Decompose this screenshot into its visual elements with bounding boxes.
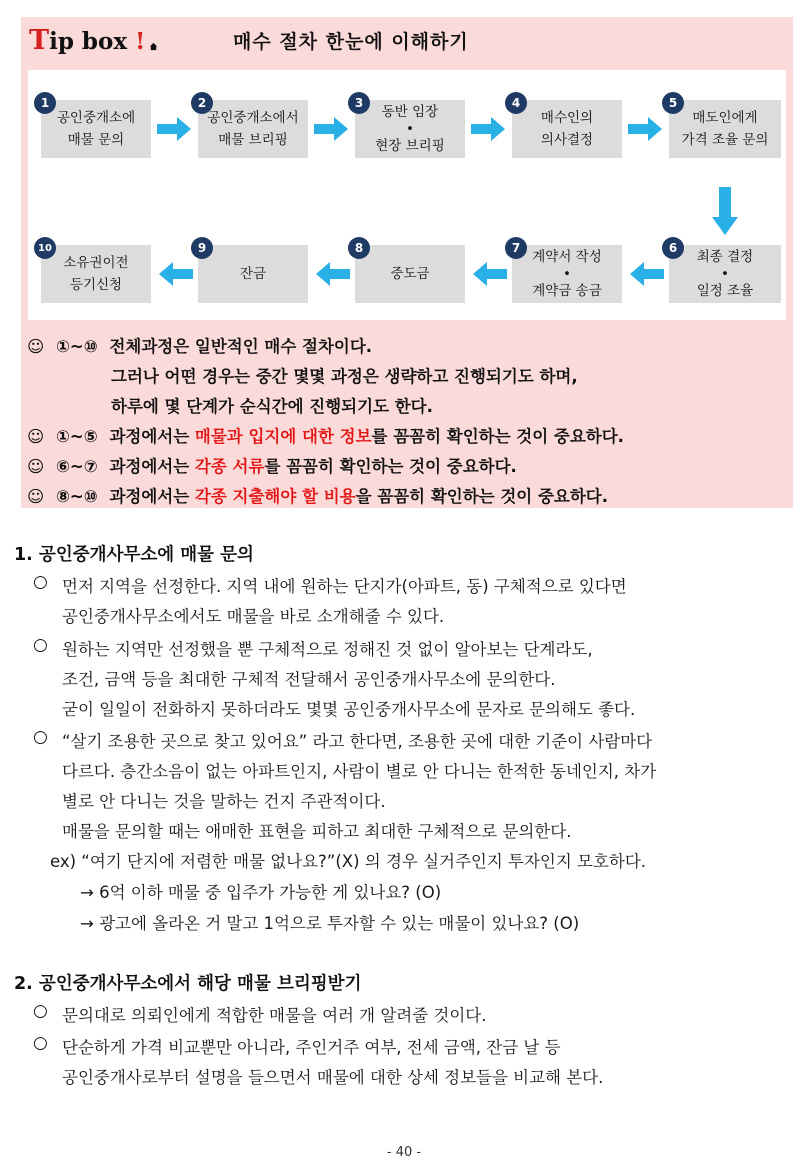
arrow-left-icon xyxy=(316,262,350,286)
step-7-badge: 7 xyxy=(505,237,527,259)
paragraph-line: 매물을 문의할 때는 애매한 표현을 피하고 최대한 구체적으로 문의한다. xyxy=(62,822,572,841)
step-1: 공인중개소에 매물 문의 xyxy=(41,100,151,158)
step-2: 공인중개소에서 매물 브리핑 xyxy=(198,100,308,158)
arrow-left-icon xyxy=(630,262,664,286)
bullet-icon: ○ xyxy=(33,635,48,655)
arrow-right-icon xyxy=(157,117,191,141)
paragraph-line: “살기 조용한 곳으로 찾고 있어요” 라고 한다면, 조용한 곳에 대한 기준이 사람마다 xyxy=(62,732,653,751)
paragraph-line: 공인중개사로부터 설명을 들으면서 매물에 대한 상세 정보들을 비교해 본다. xyxy=(62,1068,604,1087)
note-line: 하루에 몇 단계가 순식간에 진행되기도 한다. xyxy=(111,397,433,416)
smile-icon: ☺ xyxy=(27,457,45,476)
bullet-icon: ○ xyxy=(33,727,48,747)
paragraph-line: 문의대로 의뢰인에게 적합한 매물을 여러 개 알려줄 것이다. xyxy=(62,1006,487,1025)
process-flow xyxy=(28,70,786,320)
section-2-title: 2. 공인중개사무소에서 해당 매물 브리핑받기 xyxy=(14,974,362,994)
note-line: 그러나 어떤 경우는 중간 몇몇 과정은 생략하고 진행되기도 하며, xyxy=(111,367,578,386)
step-6: 최종 결정 • 일정 조율 xyxy=(669,245,781,303)
paragraph-line: 굳이 일일이 전화하지 못하더라도 몇몇 공인중개사무소에 문자로 문의해도 좋다. xyxy=(62,700,636,719)
smile-icon: ☺ xyxy=(27,337,45,356)
smile-icon: ☺ xyxy=(27,427,45,446)
paragraph-line: 다르다. 층간소음이 없는 아파트인지, 사람이 별로 안 다니는 한적한 동네인지, 차가 xyxy=(62,762,657,781)
house-icon xyxy=(149,42,158,51)
step-2-badge: 2 xyxy=(191,92,213,114)
example-line: ex) “여기 단지에 저렴한 매물 없나요?”(X) 의 경우 실거주인지 투자인지 모호하다. xyxy=(50,852,647,871)
paragraph-line: 먼저 지역을 선정한다. 지역 내에 원하는 단지가(아파트, 동) 구체적으로 있다면 xyxy=(62,577,627,596)
section-1-title: 1. 공인중개사무소에 매물 문의 xyxy=(14,545,254,565)
arrow-left-icon xyxy=(473,262,507,286)
arrow-right-icon xyxy=(314,117,348,141)
note-line: ☺ ⑧~⑩ 과정에서는 각종 지출해야 할 비용을 꼼꼼히 확인하는 것이 중요하다. xyxy=(27,487,609,506)
step-8-badge: 8 xyxy=(348,237,370,259)
bullet-icon: ○ xyxy=(33,572,48,592)
step-3-badge: 3 xyxy=(348,92,370,114)
tip-box-title: 매수 절차 한눈에 이해하기 xyxy=(233,31,469,53)
paragraph-line: 별로 안 다니는 것을 말하는 건지 주관적이다. xyxy=(62,792,386,811)
step-3: 동반 임장 • 현장 브리핑 xyxy=(355,100,465,158)
bullet-icon: ○ xyxy=(33,1001,48,1021)
tip-box xyxy=(21,17,793,508)
step-6-badge: 6 xyxy=(662,237,684,259)
step-7: 계약서 작성 • 계약금 송금 xyxy=(512,245,622,303)
example-answer-line: → 6억 이하 매물 중 입주가 가능한 게 있나요? (O) xyxy=(80,883,442,902)
step-9-badge: 9 xyxy=(191,237,213,259)
arrow-left-icon xyxy=(159,262,193,286)
arrow-right-icon xyxy=(471,117,505,141)
note-line: ☺ ①~⑤ 과정에서는 매물과 입지에 대한 정보를 꼼꼼히 확인하는 것이 중요하다. xyxy=(27,427,624,446)
step-10-badge: 10 xyxy=(34,237,56,259)
page-number: - 40 - xyxy=(386,1145,422,1160)
paragraph-line: 단순하게 가격 비교뿐만 아니라, 주인거주 여부, 전세 금액, 잔금 날 등 xyxy=(62,1038,561,1057)
note-line: ☺ ①~⑩ 전체과정은 일반적인 매수 절차이다. xyxy=(27,337,373,356)
step-8: 중도금 xyxy=(355,245,465,303)
example-answer-line: → 광고에 올라온 거 말고 1억으로 투자할 수 있는 매물이 있나요? (O) xyxy=(80,914,580,933)
step-1-badge: 1 xyxy=(34,92,56,114)
bullet-icon: ○ xyxy=(33,1033,48,1053)
step-9: 잔금 xyxy=(198,245,308,303)
note-line: ☺ ⑥~⑦ 과정에서는 각종 서류를 꼼꼼히 확인하는 것이 중요하다. xyxy=(27,457,517,476)
smile-icon: ☺ xyxy=(27,487,45,506)
step-5: 매도인에게 가격 조율 문의 xyxy=(669,100,781,158)
paragraph-line: 조건, 금액 등을 최대한 구체적 전달해서 공인중개사무소에 문의한다. xyxy=(62,670,556,689)
arrow-right-icon xyxy=(628,117,662,141)
paragraph-line: 공인중개사무소에서도 매물을 바로 소개해줄 수 있다. xyxy=(62,607,445,626)
step-4: 매수인의 의사결정 xyxy=(512,100,622,158)
tip-box-logo: Tip box ! xyxy=(29,25,158,56)
step-5-badge: 5 xyxy=(662,92,684,114)
step-10: 소유권이전 등기신청 xyxy=(41,245,151,303)
paragraph-line: 원하는 지역만 선정했을 뿐 구체적으로 정해진 것 없이 알아보는 단계라도, xyxy=(62,640,593,659)
step-4-badge: 4 xyxy=(505,92,527,114)
arrow-down-icon xyxy=(712,187,738,235)
